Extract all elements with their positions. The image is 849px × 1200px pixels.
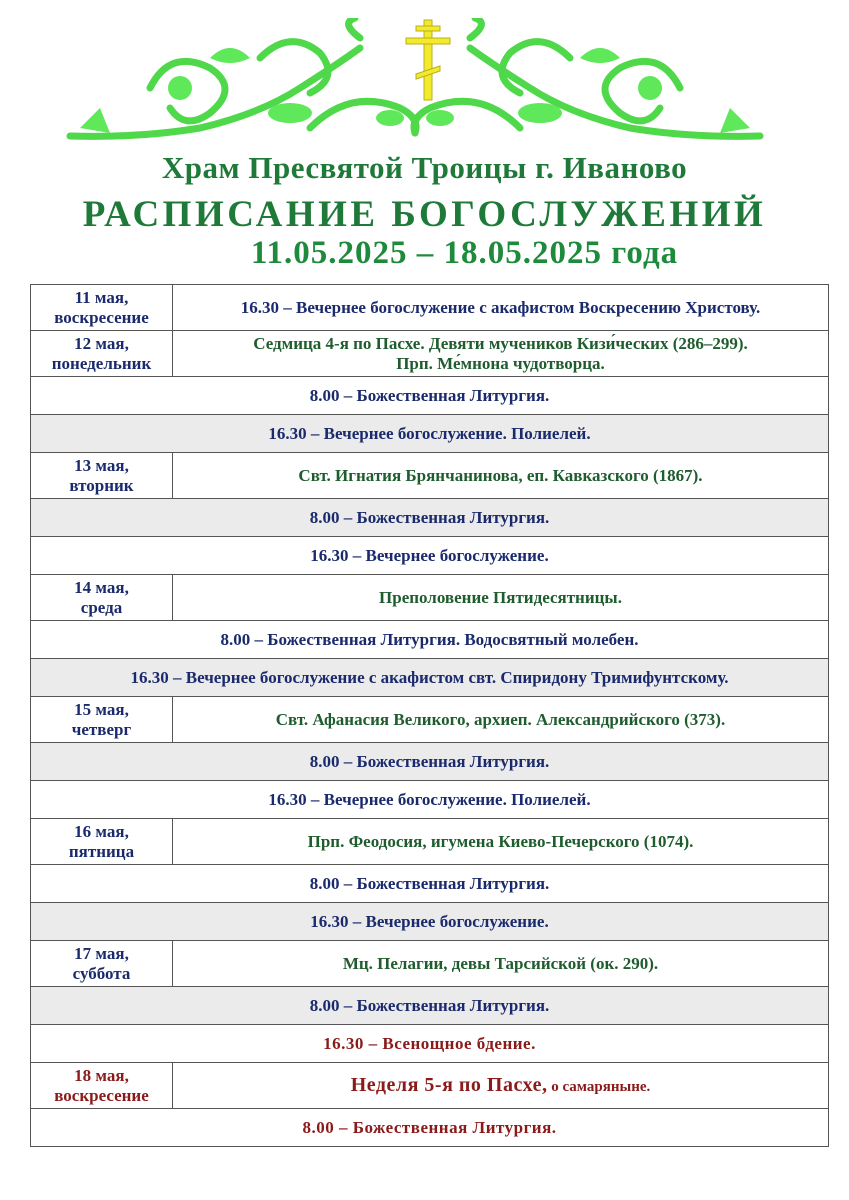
date-cell: 18 мая, воскресение bbox=[31, 1063, 173, 1109]
date-cell: 15 мая, четверг bbox=[31, 697, 173, 743]
feast-cell: Мц. Пелагии, девы Тарсийской (ок. 290). bbox=[173, 941, 829, 987]
service-cell: 8.00 – Божественная Литургия. bbox=[31, 499, 829, 537]
schedule-row bbox=[31, 1063, 829, 1109]
schedule-row bbox=[31, 499, 829, 537]
schedule-row bbox=[31, 1025, 829, 1063]
service-cell: 8.00 – Божественная Литургия. Водосвятный молебен. bbox=[31, 621, 829, 659]
service-cell: 16.30 – Вечернее богослужение. bbox=[31, 903, 829, 941]
schedule-table bbox=[30, 284, 829, 1147]
service-cell: 16.30 – Вечернее богослужение. Полиелей. bbox=[31, 415, 829, 453]
service-cell: 8.00 – Божественная Литургия. bbox=[31, 377, 829, 415]
schedule-row bbox=[31, 987, 829, 1025]
date-cell: 17 мая, суббота bbox=[31, 941, 173, 987]
service-cell: 16.30 – Вечернее богослужение. Полиелей. bbox=[31, 781, 829, 819]
schedule-row bbox=[31, 575, 829, 621]
schedule-row bbox=[31, 331, 829, 377]
date-cell: 11 мая, воскресение bbox=[31, 285, 173, 331]
schedule-row bbox=[31, 697, 829, 743]
schedule-row bbox=[31, 537, 829, 575]
feast-cell: Преполовение Пятидесятницы. bbox=[173, 575, 829, 621]
service-cell: 16.30 – Вечернее богослужение с акафистом Воскресению Христову. bbox=[173, 285, 829, 331]
date-cell: 16 мая, пятница bbox=[31, 819, 173, 865]
feast-cell: Свт. Афанасия Великого, архиеп. Александрийского (373). bbox=[173, 697, 829, 743]
feast-sub: о самаряныне. bbox=[547, 1078, 651, 1095]
schedule-row bbox=[31, 865, 829, 903]
service-cell: 8.00 – Божественная Литургия. bbox=[31, 865, 829, 903]
schedule-title: РАСПИСАНИЕ БОГОСЛУЖЕНИЙ bbox=[82, 194, 767, 235]
date-cell: 13 мая, вторник bbox=[31, 453, 173, 499]
feast-cell: Свт. Игнатия Брянчанинова, еп. Кавказского (1867). bbox=[173, 453, 829, 499]
feast-main: Неделя 5-я по Пасхе, bbox=[350, 1073, 548, 1096]
church-name: Храм Пресвятой Троицы г. Иваново bbox=[161, 150, 688, 185]
schedule-row bbox=[31, 743, 829, 781]
floral-ornament bbox=[60, 18, 770, 148]
date-cell: 14 мая, среда bbox=[31, 575, 173, 621]
cross-icon bbox=[406, 20, 450, 100]
schedule-row bbox=[31, 781, 829, 819]
schedule-row bbox=[31, 941, 829, 987]
schedule-row bbox=[31, 819, 829, 865]
schedule-row bbox=[31, 415, 829, 453]
feast-cell: Седмица 4-я по Пасхе. Девяти мучеников Кизи́ческих (286–299). Прп. Ме́мнона чудотворца. bbox=[173, 331, 829, 377]
schedule-row bbox=[31, 903, 829, 941]
schedule-row bbox=[31, 621, 829, 659]
service-cell: 8.00 – Божественная Литургия. bbox=[31, 987, 829, 1025]
schedule-period: 11.05.2025 – 18.05.2025 года bbox=[250, 235, 679, 271]
schedule-row bbox=[31, 377, 829, 415]
feast-cell bbox=[173, 1063, 829, 1109]
schedule-row bbox=[31, 1109, 829, 1147]
date-cell: 12 мая, понедельник bbox=[31, 331, 173, 377]
service-cell: 8.00 – Божественная Литургия. bbox=[31, 1109, 829, 1147]
schedule-row bbox=[31, 285, 829, 331]
service-cell: 16.30 – Вечернее богослужение. bbox=[31, 537, 829, 575]
schedule-row bbox=[31, 453, 829, 499]
schedule-row bbox=[31, 659, 829, 697]
feast-cell: Прп. Феодосия, игумена Киево-Печерского (1074). bbox=[173, 819, 829, 865]
service-cell: 8.00 – Божественная Литургия. bbox=[31, 743, 829, 781]
service-cell: 16.30 – Вечернее богослужение с акафистом свт. Спиридону Тримифунтскому. bbox=[31, 659, 829, 697]
service-cell: 16.30 – Всенощное бдение. bbox=[31, 1025, 829, 1063]
